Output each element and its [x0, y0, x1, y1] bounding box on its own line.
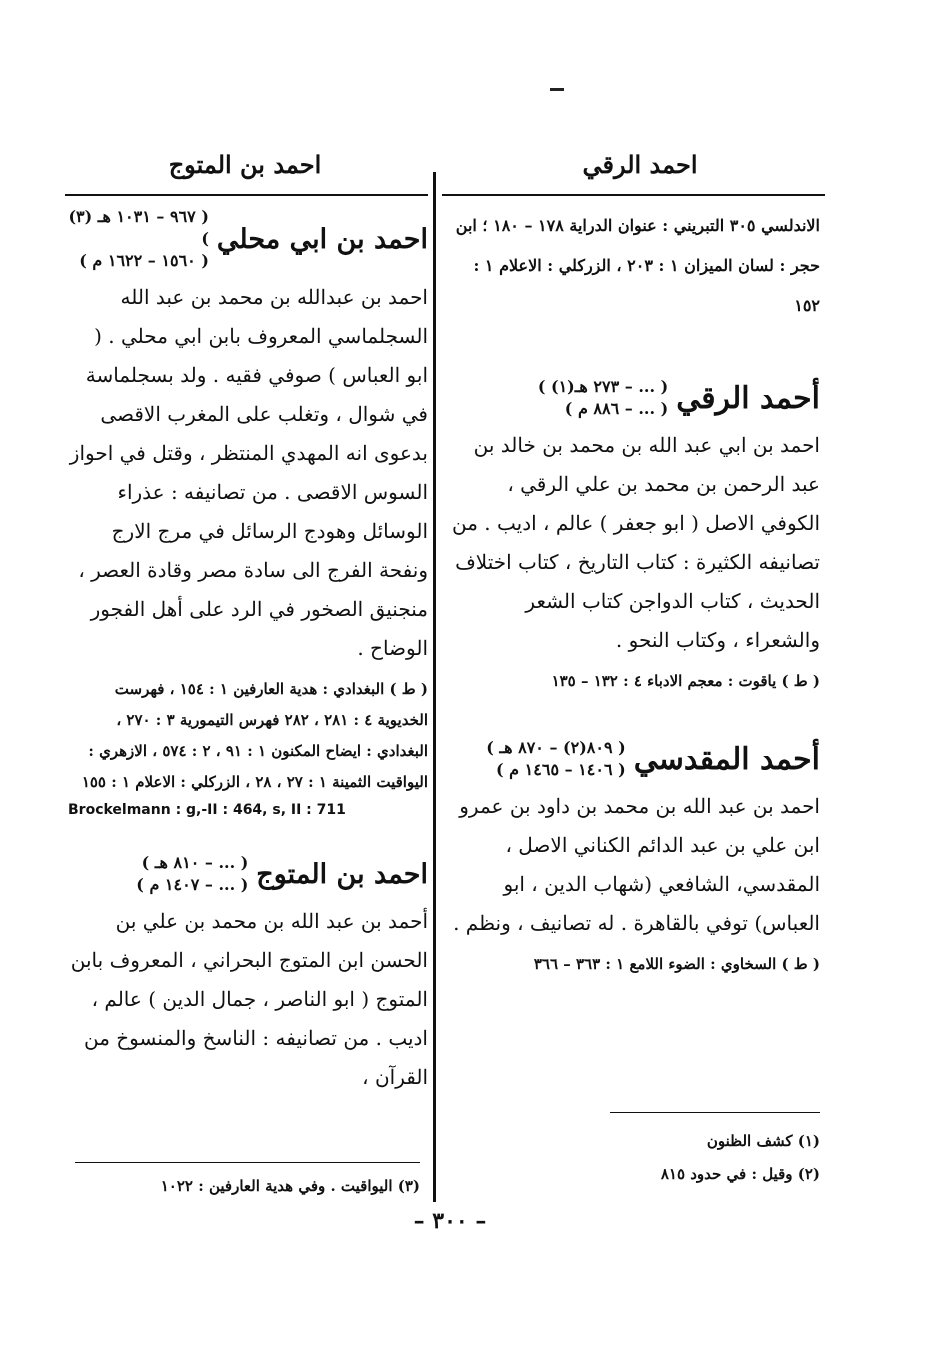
column-divider — [433, 172, 436, 1202]
entry-references: ( ط ) البغدادي : هدية العارفين ١ : ١٥٤ ، فهرست الخديوية ٤ : ٢٨١ ، ٢٨٢ فهرس التيمورية ٣ : ٢٧٠ ، البغدادي : ايضاح المكنون ١ : ٩١ ، ٢ : ٥٧٤ ، الازهري : اليواقيت الثمينة ١ : ٢٧ ، ٢٨ ، الزركلي : الاعلام ١ : ١٥٥ — [81, 680, 428, 791]
footnote-rule-right — [610, 1112, 820, 1113]
entry-name: احمد بن ابي محلي — [216, 223, 428, 255]
gregorian-dates: ( ... – ٨٨٦ م ) — [564, 399, 669, 418]
entry-body: احمد بن ابي عبد الله بن محمد بن خالد بن عبد الرحمن بن محمد بن علي الرقي ، الكوفي الاصل ( ابو جعفر ) عالم ، اديب . من تصانيفه الكثيرة : كتاب التاريخ ، كتاب اختلاف الحديث ، كتاب الدواجن كتاب الشعر والشعراء ، وكتاب النحو . — [452, 433, 820, 652]
left-column — [68, 206, 428, 1097]
entry-dates — [136, 852, 248, 896]
top-mark — [550, 88, 564, 91]
right-header-rule — [442, 194, 825, 196]
hijri-dates: ( ... – ٢٧٣ هـ(١) ) — [537, 377, 669, 396]
footnote-1: (١) كشف الظنون — [706, 1132, 820, 1150]
entry-heading — [68, 852, 428, 896]
entry-name: أحمد الرقي — [676, 380, 820, 416]
entry-body: أحمد بن عبد الله بن محمد بن علي بن الحسن ابن المتوج البحراني ، المعروف بابن المتوج ( ابو الناصر ، جمال الدين ) عالم ، اديب . من تصانيفه : الناسخ والمنسوخ من القرآن ، — [70, 909, 428, 1089]
continuation-refs: الاندلسي ٣٠٥ التبريني : عنوان الدراية ١٧٨ – ١٨٠ ؛ ابن حجر : لسان الميزان ١ : ٢٠٣ ، الزركلي : الاعلام ١ : ١٥٢ — [455, 216, 820, 315]
latin-reference: Brockelmann : g,-II : 464, s, II : 711 — [68, 802, 346, 818]
entry-heading — [450, 737, 820, 781]
entry-name: أحمد المقدسي — [633, 741, 820, 777]
footnote-rule-left — [75, 1162, 420, 1163]
entry-heading — [450, 376, 820, 420]
gregorian-dates: ( ١٥٦٠ – ١٦٢٢ م ) — [79, 251, 209, 270]
entry-dates — [538, 376, 668, 420]
entry-body: احمد بن عبد الله بن محمد بن داود بن عمرو ابن علي بن عبد الدائم الكناني الاصل ، المقدسي، الشافعي (شهاب الدين ، ابو العباس) توفي بالقاهرة . له تصانيف ، ونظم . — [453, 794, 820, 935]
entry-references: ( ط ) السخاوي : الضوء اللامع ١ : ٣٦٣ – ٣٦٦ — [533, 955, 820, 973]
entry-body: احمد بن عبدالله بن محمد بن عبد الله السجلماسي المعروف بابن ابي محلي . ( ابو العباس ) صوفي فقيه . ولد بسجلماسة في شوال ، وتغلب على المغرب الاقصى بدعوى انه المهدي المنتظر ، وقتل في احواز السوس الاقصى . من تصانيفه : عذراء الوسائل وهودج الرسائل في مرج الارج ونفحة الفرج الى سادة مصر وقادة العصر ، منجنيق الصخور في الرد على أهل الفجور الوضاح . — [69, 285, 428, 660]
left-header-rule — [65, 194, 428, 196]
entry-references: ( ط ) ياقوت : معجم الادباء ٤ : ١٣٢ – ١٣٥ — [551, 672, 820, 690]
footnote-2: (٢) وقيل : في حدود ٨١٥ — [660, 1165, 820, 1183]
entry-ibn-al-mutawwaj — [68, 852, 428, 1097]
left-footnote: (٣) اليواقيت . وفي هدية العارفين : ١٠٢٢ — [160, 1177, 420, 1195]
right-column — [450, 206, 820, 980]
right-running-header: احمد الرقي — [582, 150, 698, 179]
right-footnotes — [560, 1125, 820, 1191]
hijri-dates: ( ٨٠٩(٢) – ٨٧٠ هـ ) — [486, 738, 626, 757]
hijri-dates: ( ... – ٨١٠ هـ ) — [141, 853, 249, 872]
entry-name: احمد بن المتوج — [256, 858, 428, 890]
entry-ahmad-al-raqqi — [450, 376, 820, 697]
entry-ibn-abi-mahalli — [68, 206, 428, 818]
entry-heading — [68, 206, 428, 272]
hijri-dates: ( ٩٦٧ – ١٠٣١ هـ (٣) ) — [68, 207, 209, 248]
entry-ahmad-al-maqdisi — [450, 737, 820, 980]
left-running-header: احمد بن المتوج — [168, 150, 322, 179]
page-number: – ٣٠٠ – — [413, 1208, 487, 1234]
entry-dates — [68, 206, 209, 272]
gregorian-dates: ( ... – ١٤٠٧ م ) — [136, 875, 249, 894]
gregorian-dates: ( ١٤٠٦ – ١٤٦٥ م ) — [496, 760, 626, 779]
entry-dates — [486, 737, 625, 781]
